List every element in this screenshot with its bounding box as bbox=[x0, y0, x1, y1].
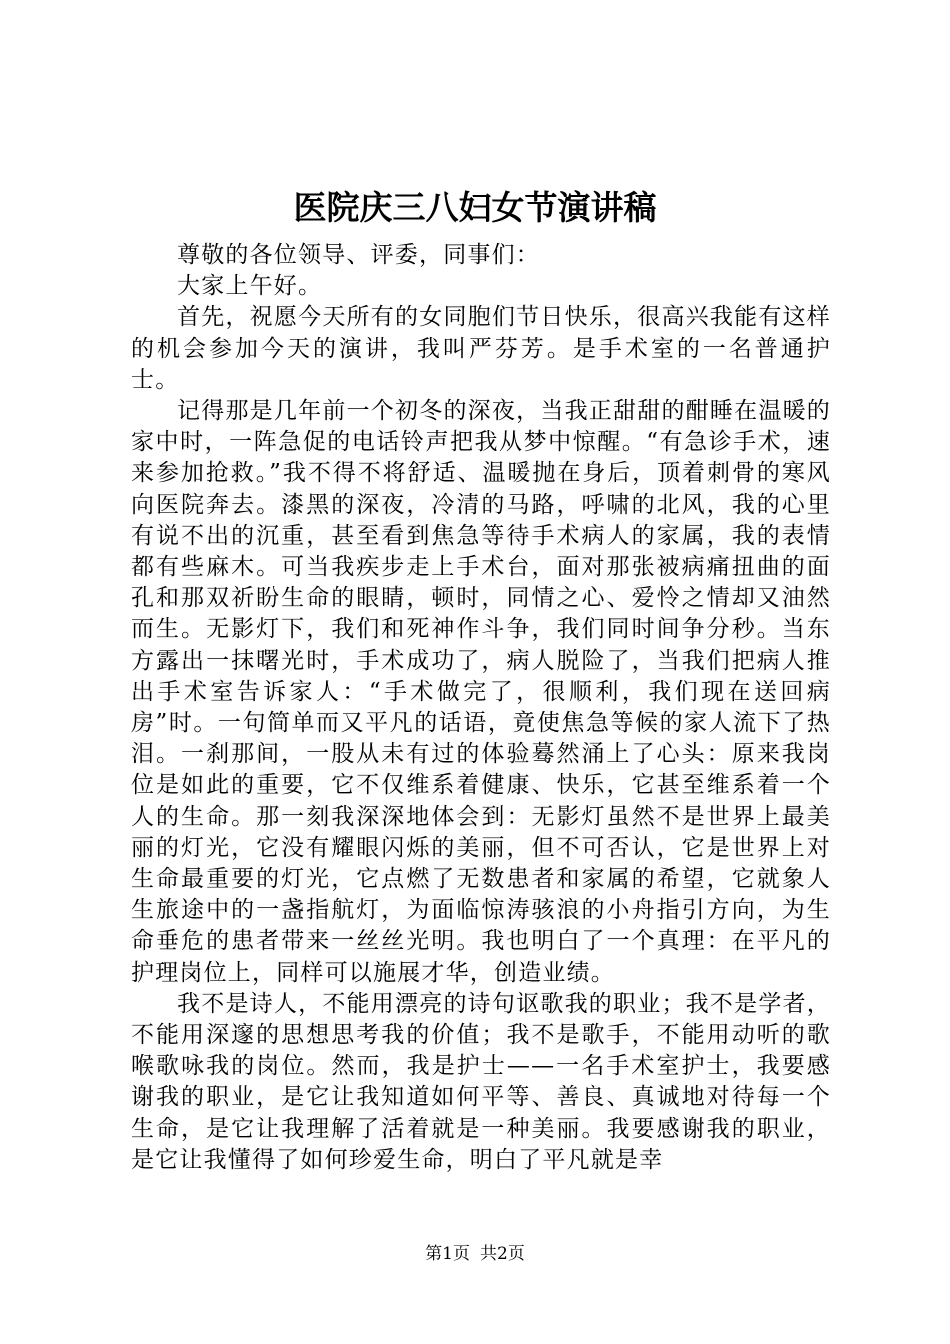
paragraph-greeting: 大家上午好。 bbox=[177, 273, 323, 300]
paragraph-story: 记得那是几年前一个初冬的深夜，当我正甜甜的酣睡在温暖的家中时，一阵急促的电话铃声把我从梦中惊醒。“有急诊手术，速来参加抢救。”我不得不将舒适、温暖抛在身后，顶着刺骨的寒风向医院奔去。漆黑的深夜，冷清的马路，呼啸的北风，我的心里有说不出的沉重，甚至看到焦急等待手术病人的家属，我的表情都有些麻木。可当我疾步走上手术台，面对那张被病痛扭曲的面孔和那双祈盼生命的眼睛，顿时，同情之心、爱怜之情却又油然而生。无影灯下，我们和死神作斗争，我们同时间争分秒。当东方露出一抹曙光时，手术成功了，病人脱险了，当我们把病人推出手术室告诉家人：“手术做完了，很顺利，我们现在送回病房”时。一句简单而又平凡的话语，竟使焦急等候的家人流下了热泪。一刹那间，一股从未有过的体验蓦然涌上了心头：原来我岗位是如此的重要，它不仅维系着健康、快乐，它甚至维系着一个人的生命。那一刻我深深地体会到：无影灯虽然不是世界上最美丽的灯光，它没有耀眼闪烁的美丽，但不可否认，它是世界上对生命最重要的灯光，它点燃了无数患者和家属的希望，它就象人生旅途中的一盏指航灯，为面临惊涛骇浪的小舟指引方向，为生命垂危的患者带来一丝丝光明。我也明白了一个真理：在平凡的护理岗位上，同样可以施展才华，创造业绩。 bbox=[131, 398, 831, 986]
document-body bbox=[131, 240, 831, 1176]
page-total: 共2页 bbox=[480, 1244, 525, 1264]
page-footer bbox=[0, 1242, 950, 1266]
paragraph-introduction: 首先，祝愿今天所有的女同胞们节日快乐，很高兴我能有这样的机会参加今天的演讲，我叫严芬芳。是手术室的一名普通护士。 bbox=[131, 304, 831, 393]
paragraph-gratitude: 我不是诗人，不能用漂亮的诗句讴歌我的职业；我不是学者，不能用深邃的思想思考我的价值；我不是歌手，不能用动听的歌喉歌咏我的岗位。然而，我是护士——一名手术室护士，我要感谢我的职业，是它让我知道如何平等、善良、真诚地对待每一个生命，是它让我理解了活着就是一种美丽。我要感谢我的职业，是它让我懂得了如何珍爱生命，明白了平凡就是幸 bbox=[131, 990, 831, 1173]
document-title: 医院庆三八妇女节演讲稿 bbox=[293, 188, 657, 227]
page-number: 第1页 bbox=[425, 1244, 470, 1264]
paragraph-salutation: 尊敬的各位领导、评委，同事们： bbox=[177, 242, 540, 268]
